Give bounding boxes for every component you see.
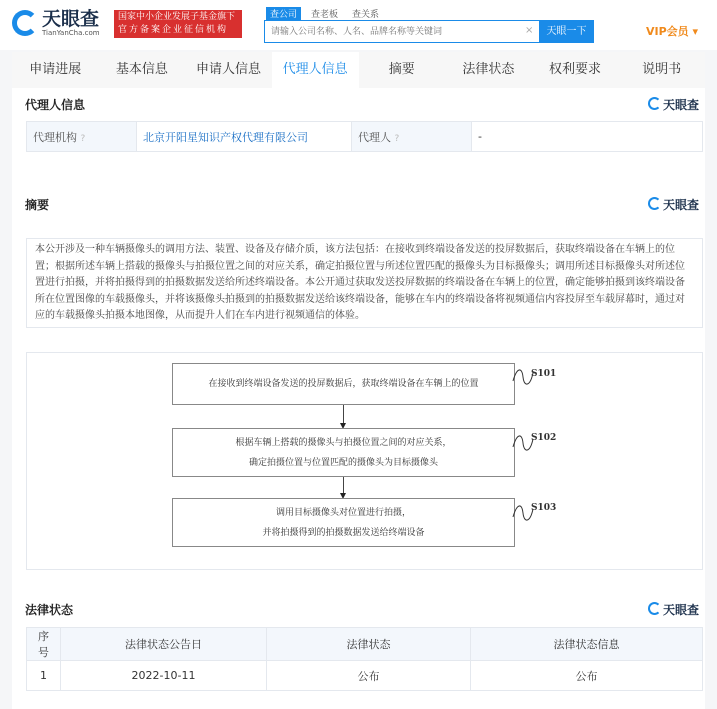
agent-section-title: 代理人信息 <box>25 98 86 112</box>
table-row <box>27 661 703 691</box>
step-label: S103 <box>531 503 557 513</box>
main-content <box>12 88 705 709</box>
tab-applicant[interactable]: 申请人信息 <box>196 62 262 77</box>
promo-line-2: 官方备案企业征信机构 <box>118 25 229 35</box>
help-icon[interactable]: ? <box>394 133 400 144</box>
search-button[interactable]: 天眼一下 <box>539 20 594 43</box>
search-input[interactable] <box>265 21 515 42</box>
promo-banner[interactable] <box>114 10 242 38</box>
tab-abstract[interactable]: 摘要 <box>388 62 415 77</box>
help-icon[interactable]: ? <box>80 133 86 144</box>
tab-basic-info[interactable]: 基本信息 <box>115 62 168 77</box>
brand-logo: 天眼查 <box>648 196 699 213</box>
col-header: 法律状态信息 <box>471 628 703 661</box>
agent-label: 代理人 ? <box>352 122 472 152</box>
clear-icon[interactable]: × <box>525 25 534 36</box>
table-header-row <box>27 628 703 661</box>
logo-domain: TianYanCha.com <box>42 29 100 37</box>
legal-section-title: 法律状态 <box>25 603 74 617</box>
top-header <box>0 0 717 50</box>
tab-claims[interactable]: 权利要求 <box>549 62 602 77</box>
tab-progress[interactable]: 申请进展 <box>29 62 82 77</box>
section-tabs <box>12 52 705 88</box>
tab-legal-status[interactable]: 法律状态 <box>462 62 515 77</box>
flow-step-s101: 在接收到终端设备发送的投屏数据后，获取终端设备在车辆上的位置 <box>172 363 515 405</box>
flow-arrow <box>343 405 344 425</box>
agent-value: - <box>472 122 703 152</box>
agent-table <box>26 121 703 152</box>
search-box <box>264 20 594 43</box>
col-header: 法律状态 <box>267 628 471 661</box>
cell-info: 公布 <box>471 661 703 691</box>
flow-arrow <box>343 477 344 495</box>
flow-step-s102: 根据车辆上搭载的摄像头与拍摄位置之间的对应关系， 确定拍摄位置与位置匹配的摄像头为目标摄像头 <box>172 428 515 477</box>
brand-logo: 天眼查 <box>648 601 699 618</box>
tab-description[interactable]: 说明书 <box>642 62 682 77</box>
legal-status-table <box>26 627 703 691</box>
agency-link[interactable]: 北京开阳星知识产权代理有限公司 <box>137 122 352 152</box>
logo-icon <box>12 10 38 36</box>
cell-date: 2022-10-11 <box>61 661 267 691</box>
abstract-section-title: 摘要 <box>25 198 50 212</box>
vip-menu[interactable]: VIP会员 ▾ <box>646 25 699 38</box>
logo-text: 天眼查 <box>42 8 100 30</box>
search-tab-relation[interactable]: 查关系 <box>352 10 380 20</box>
cell-index: 1 <box>27 661 61 691</box>
step-label: S101 <box>531 369 557 379</box>
search-tab-company[interactable]: 查公司 <box>266 7 301 20</box>
tab-agent[interactable]: 代理人信息 <box>272 52 359 88</box>
col-header: 序号 <box>27 628 61 661</box>
agency-label: 代理机构 ? <box>27 122 137 152</box>
flow-step-s103: 调用目标摄像头对位置进行拍摄， 并将拍摄得到的拍摄数据发送给终端设备 <box>172 498 515 547</box>
cell-status: 公布 <box>267 661 471 691</box>
brand-logo: 天眼查 <box>648 96 699 113</box>
col-header: 法律状态公告日 <box>61 628 267 661</box>
step-label: S102 <box>531 433 557 443</box>
search-tab-boss[interactable]: 查老板 <box>311 10 339 20</box>
abstract-text: 本公开涉及一种车辆摄像头的调用方法、装置、设备及存储介质，该方法包括：在接收到终端设备发送的投屏数据后，获取终端设备在车辆上的位置；根据所述车辆上搭载的摄像头与拍摄位置之间的对应关系，确定拍摄位置与所述位置匹配的摄像头为目标摄像头；调用所述目标摄像头对所述位置进行拍摄，并将拍摄得到的拍摄数据发送给所述终端设备。本公开通过获取发送投屏数据的终端设备在车辆上的位置，确定能够拍摄到该终端设备所在位置图像的车载摄像头，并将该摄像头拍摄到的拍摄数据发送给该终端设备，能够在车内的终端设备将视频通信内容投屏至车载屏幕时，通过对应的车载摄像头拍摄本地图像，从而提升人们在车内进行视频通信的体验。 <box>26 238 703 328</box>
promo-line-1: 国家中小企业发展子基金旗下 <box>118 12 236 22</box>
abstract-figure <box>26 352 703 570</box>
tianyancha-logo[interactable] <box>12 9 100 37</box>
